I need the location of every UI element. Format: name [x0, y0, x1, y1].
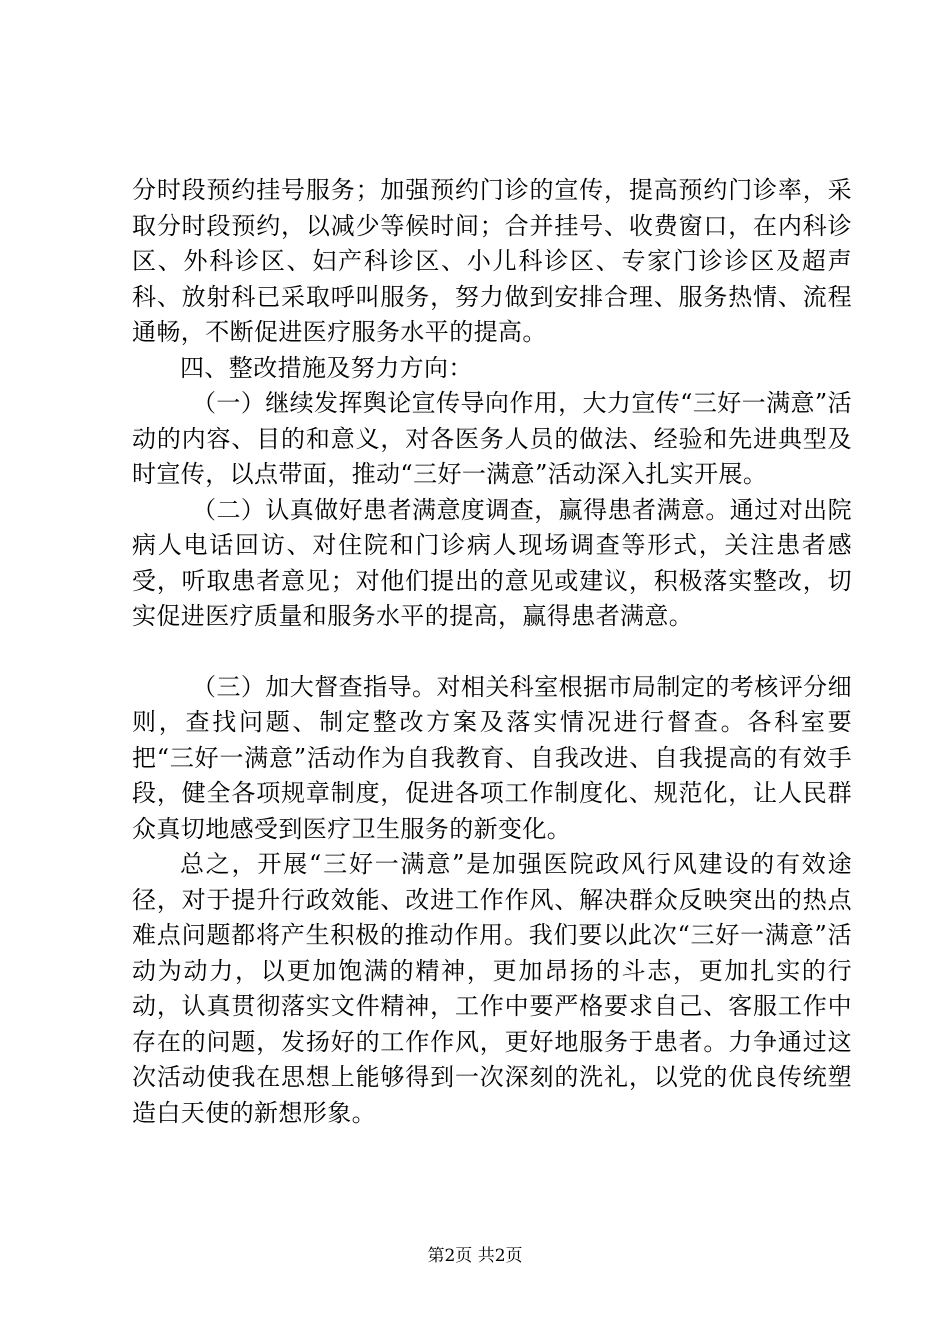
page-footer: 第2页 共2页 — [427, 1246, 523, 1266]
paragraph-item-2: （二）认真做好患者满意度调查，赢得患者满意。通过对出院病人电话回访、对住院和门诊病人现场调查等形式，关注患者感受，听取患者意见；对他们提出的意见或建议，积极落实整改，切实促进医疗质量和服务水平的提高，赢得患者满意。 — [132, 495, 852, 630]
paragraph-continuation: 分时段预约挂号服务；加强预约门诊的宣传，提高预约门诊率，采取分时段预约，以减少等候时间；合并挂号、收费窗口，在内科诊区、外科诊区、妇产科诊区、小儿科诊区、专家门诊诊区及超声科、放射科已采取呼叫服务，努力做到安排合理、服务热情、流程通畅，不断促进医疗服务水平的提高。 — [132, 176, 852, 346]
paragraph-item-1: （一）继续发挥舆论宣传导向作用，大力宣传“三好一满意”活动的内容、目的和意义，对各医务人员的做法、经验和先进典型及时宣传，以点带面，推动“三好一满意”活动深入扎实开展。 — [132, 389, 852, 488]
document-body — [132, 173, 852, 1131]
paragraph-item-3: （三）加大督查指导。对相关科室根据市局制定的考核评分细则，查找问题、制定整改方案及落实情况进行督查。各科室要把“三好一满意”活动作为自我教育、自我改进、自我提高的有效手段，健全各项规章制度，促进各项工作制度化、规范化，让人民群众真切地感受到医疗卫生服务的新变化。 — [132, 672, 852, 843]
section-heading: 四、整改措施及努力方向： — [180, 353, 473, 382]
paragraph-summary: 总之，开展“三好一满意”是加强医院政风行风建设的有效途径，对于提升行政效能、改进工作作风、解决群众反映突出的热点难点问题都将产生积极的推动作用。我们要以此次“三好一满意”活动为动力，以更加饱满的精神，更加昂扬的斗志，更加扎实的行动，认真贯彻落实文件精神，工作中要严格要求自己、客服工作中存在的问题，发扬好的工作作风，更好地服务于患者。力争通过这次活动使我在思想上能够得到一次深刻的洗礼，以党的优良传统塑造白天使的新想形象。 — [132, 850, 852, 1127]
